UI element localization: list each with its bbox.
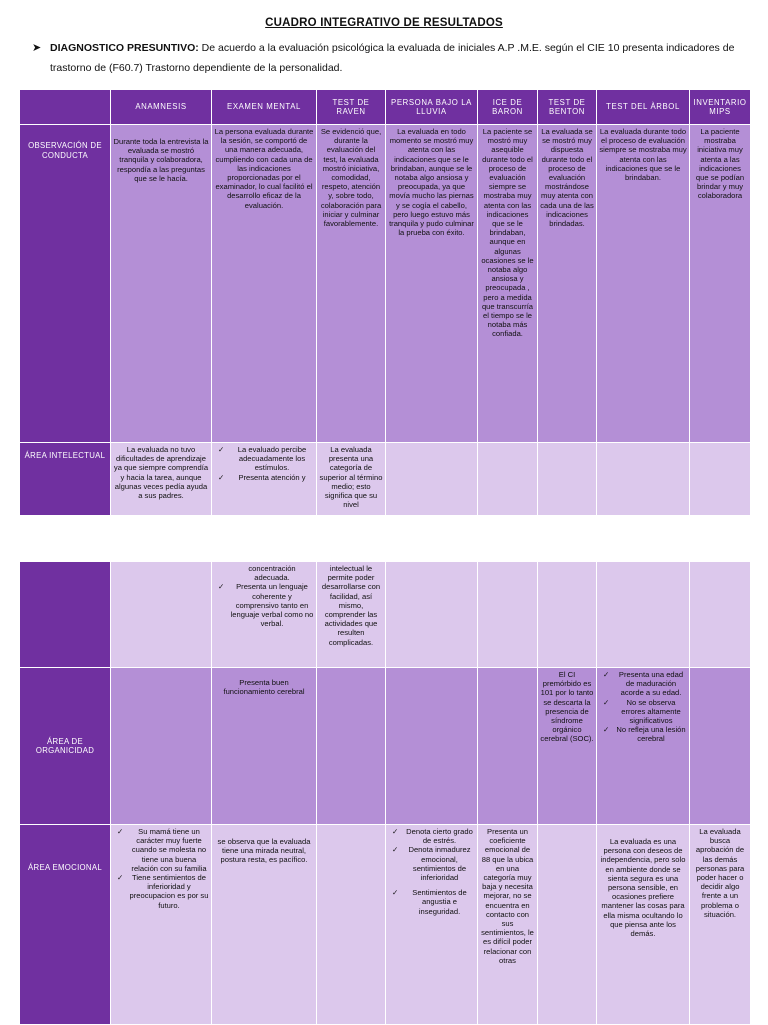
cell-intc-examen (212, 562, 317, 668)
cell-int-anamnesis: La evaluada no tuvo dificultades de aprendizaje ya que siempre comprendía y hacia la tarea, aunque algunas veces pedía ayuda a sus padres. (111, 443, 212, 516)
check-item: ✓ Presenta una edad de maduración acorde a su edad. (603, 670, 684, 698)
cell-obs-benton: La evaluada se se mostró muy dispuesta durante todo el proceso de evaluación mostrándose muy atenta con cada una de las indicaciones brindadas. (538, 125, 597, 443)
check-item: ✓ No refleja una lesión cerebral (603, 725, 686, 744)
cell-obs-mips: La paciente mostraba iniciativa muy atenta a las indicaciones que se podían brindar y muy colaboradora (690, 125, 751, 443)
check-item: ✓ Tiene sentimientos de inferioridad y preocupacion es por su futuro. (117, 873, 209, 910)
check-item: ✓ Presenta atención y (218, 472, 306, 482)
check-item: ✓ Su mamá tiene un carácter muy fuerte cuando se molesta no tiene una buena relación con su familia (117, 827, 207, 873)
header-persona-lluvia: PERSONA BAJO LA LLUVIA (386, 90, 478, 125)
check-item: ✓ Denota inmadurez emocional, sentimientos de inferioridad (392, 845, 471, 883)
page-title: CUADRO INTEGRATIVO DE RESULTADOS (265, 17, 503, 29)
check-icon: ✓ (218, 582, 225, 592)
cell-emo-raven (317, 825, 386, 1025)
cell-org-raven (317, 668, 386, 825)
cell-intc-arbol (597, 562, 690, 668)
header-test-arbol: TEST DEL ÀRBOL (597, 90, 690, 125)
check-item-cont: concentración adecuada. (248, 564, 296, 583)
cell-obs-baron: La paciente se mostró muy asequible durante todo el proceso de evaluación siempre se mostraba muy atenta con las indicaciones que se le brindaban, aunque en algunas ocasiones se le notaba algo ansiosa y preocupada , pero a medida que transcurría el tiempo se le notaba más confiada. (478, 125, 538, 443)
cell-obs-persona: La evaluada en todo momento se mostró muy atenta con las indicaciones que se le brindaban, aunque se le notaba algo ansiosa y preocupada, ya que movía mucho las piernas y se cogía el cabello, pero luego estuvo más tranquila y pudo culminar la prueba con éxito. (386, 125, 478, 443)
cell-org-examen: Presenta buen funcionamiento cerebral (212, 668, 317, 825)
header-test-benton: TEST DE BENTON (538, 90, 597, 125)
check-icon: ✓ (392, 845, 399, 855)
check-icon: ✓ (392, 827, 399, 836)
cell-obs-anamnesis: Durante toda la entrevista la evaluada se mostró tranquila y colaboradora, respondía a las preguntas que se le hacía. (111, 125, 212, 443)
cell-obs-examen: La persona evaluada durante la sesión, se comportó de una manera adecuada, cumpliendo con cada una de las indicaciones proporcionadas por el examinador, lo cual facilitó el desarrollo eficaz de la evaluación. (212, 125, 317, 443)
cell-emo-benton (538, 825, 597, 1025)
check-item: ✓ Presenta un lenguaje coherente y comprensivo tanto en lenguaje verbal como no verbal. (218, 582, 314, 629)
cell-emo-mips: La evaluada busca aprobación de las demás personas para poder hacer o decidir algo frente a un problema o situación. (690, 825, 751, 1025)
check-icon: ✓ (603, 670, 610, 679)
cell-org-mips (690, 668, 751, 825)
cell-intc-anamnesis (111, 562, 212, 668)
check-icon: ✓ (117, 827, 124, 836)
cell-intc-benton (538, 562, 597, 668)
cell-obs-raven: Se evidenció que, durante la evaluación del test, la evaluada mostró iniciativa, comodidad, respeto, atención y, sobre todo, colaboración para iniciar y culminar favorablemente. (317, 125, 386, 443)
header-anamnesis: ANAMNESIS (111, 90, 212, 125)
cell-obs-arbol: La evaluada durante todo el proceso de evaluación siempre se mostraba muy atenta con las indicaciones que se le brindaban. (597, 125, 690, 443)
cell-emo-baron: Presenta un coeficiente emocional de 88 que la ubica en una categoría muy baja y necesita mejorar, no se encuentra en contacto con sus sentimientos, le es difícil poder relacionar con otras (478, 825, 538, 1025)
cell-intc-persona (386, 562, 478, 668)
cell-emo-anamnesis (111, 825, 212, 1025)
check-item: ✓ No se observa errores altamente significativos (603, 697, 681, 726)
diagnosis-paragraph (32, 38, 752, 78)
cell-org-arbol (597, 668, 690, 825)
check-item: ✓ Sentimientos de angustia e inseguridad. (392, 888, 467, 916)
cell-org-anamnesis (111, 668, 212, 825)
check-icon: ✓ (218, 472, 225, 482)
row-label-intelectual: ÁREA INTELECTUAL (20, 443, 111, 516)
row-label-observacion: OBSERVACIÓN DE CONDUCTA (20, 125, 111, 443)
arrow-bullet-icon: ➤ (32, 42, 42, 54)
results-table-part1 (19, 89, 751, 516)
cell-emo-persona (386, 825, 478, 1025)
diagnosis-text: De acuerdo a la evaluación psicológica la evaluada de iniciales A.P .M.E. según el CIE 10 presenta indicadores de trastorno de (F60.7) Trastorno dependiente de la personalidad. (50, 42, 735, 74)
diagnosis-label: DIAGNOSTICO PRESUNTIVO: (50, 42, 199, 54)
check-icon: ✓ (392, 888, 399, 898)
check-icon: ✓ (603, 725, 610, 735)
check-item: ✓ Denota cierto grado de estrés. (392, 827, 473, 846)
header-examen-mental: EXAMEN MENTAL (212, 90, 317, 125)
row-organicidad (20, 668, 751, 825)
cell-emo-examen: se observa que la evaluada tiene una mirada neutral, postura resta, es pacífico. (212, 825, 317, 1025)
cell-int-examen (212, 443, 317, 516)
header-corner (20, 90, 111, 125)
cell-int-raven: La evaluada presenta una categoría de superior al término medio; esto significa que su nivel (317, 443, 386, 516)
cell-int-benton (538, 443, 597, 516)
cell-org-benton: El CI premórbido es 101 por lo tanto se descarta la presencia de síndrome orgánico cerebral (SOC). (538, 668, 597, 825)
check-icon: ✓ (603, 697, 610, 707)
check-item: ✓ La evaluado percibe adecuadamente los estímulos. (218, 445, 307, 473)
cell-org-persona (386, 668, 478, 825)
cell-int-arbol (597, 443, 690, 516)
header-ice-baron: ICE DE BARON (478, 90, 538, 125)
row-label-emocional: ÁREA EMOCIONAL (20, 825, 111, 1025)
cell-org-baron (478, 668, 538, 825)
row-label-organicidad: ÁREA DE ORGANICIDAD (20, 668, 111, 825)
cell-emo-arbol: La evaluada es una persona con deseos de independencia, pero solo en ambiente donde se sienta segura es una persona sensible, en ocasiones prefiere mantener las cosas para ella misma ocultando lo que piensa ante los demás. (597, 825, 690, 1025)
cell-int-persona (386, 443, 478, 516)
row-observacion (20, 125, 751, 443)
cell-int-baron (478, 443, 538, 516)
row-intelectual-cont (20, 562, 751, 668)
check-icon: ✓ (117, 873, 124, 883)
cell-int-mips (690, 443, 751, 516)
check-icon: ✓ (218, 445, 225, 454)
results-table-part2 (19, 561, 751, 1025)
header-row (20, 90, 751, 125)
cell-intc-mips (690, 562, 751, 668)
row-intelectual (20, 443, 751, 516)
cell-intc-raven: intelectual le permite poder desarrollarse con facilidad, así mismo, comprender las actividades que resulten complicadas. (317, 562, 386, 668)
header-inventario-mips: INVENTARIO MIPS (690, 90, 751, 125)
header-test-raven: TEST DE RAVEN (317, 90, 386, 125)
row-emocional (20, 825, 751, 1025)
row-label-intelectual-cont (20, 562, 111, 668)
cell-intc-baron (478, 562, 538, 668)
